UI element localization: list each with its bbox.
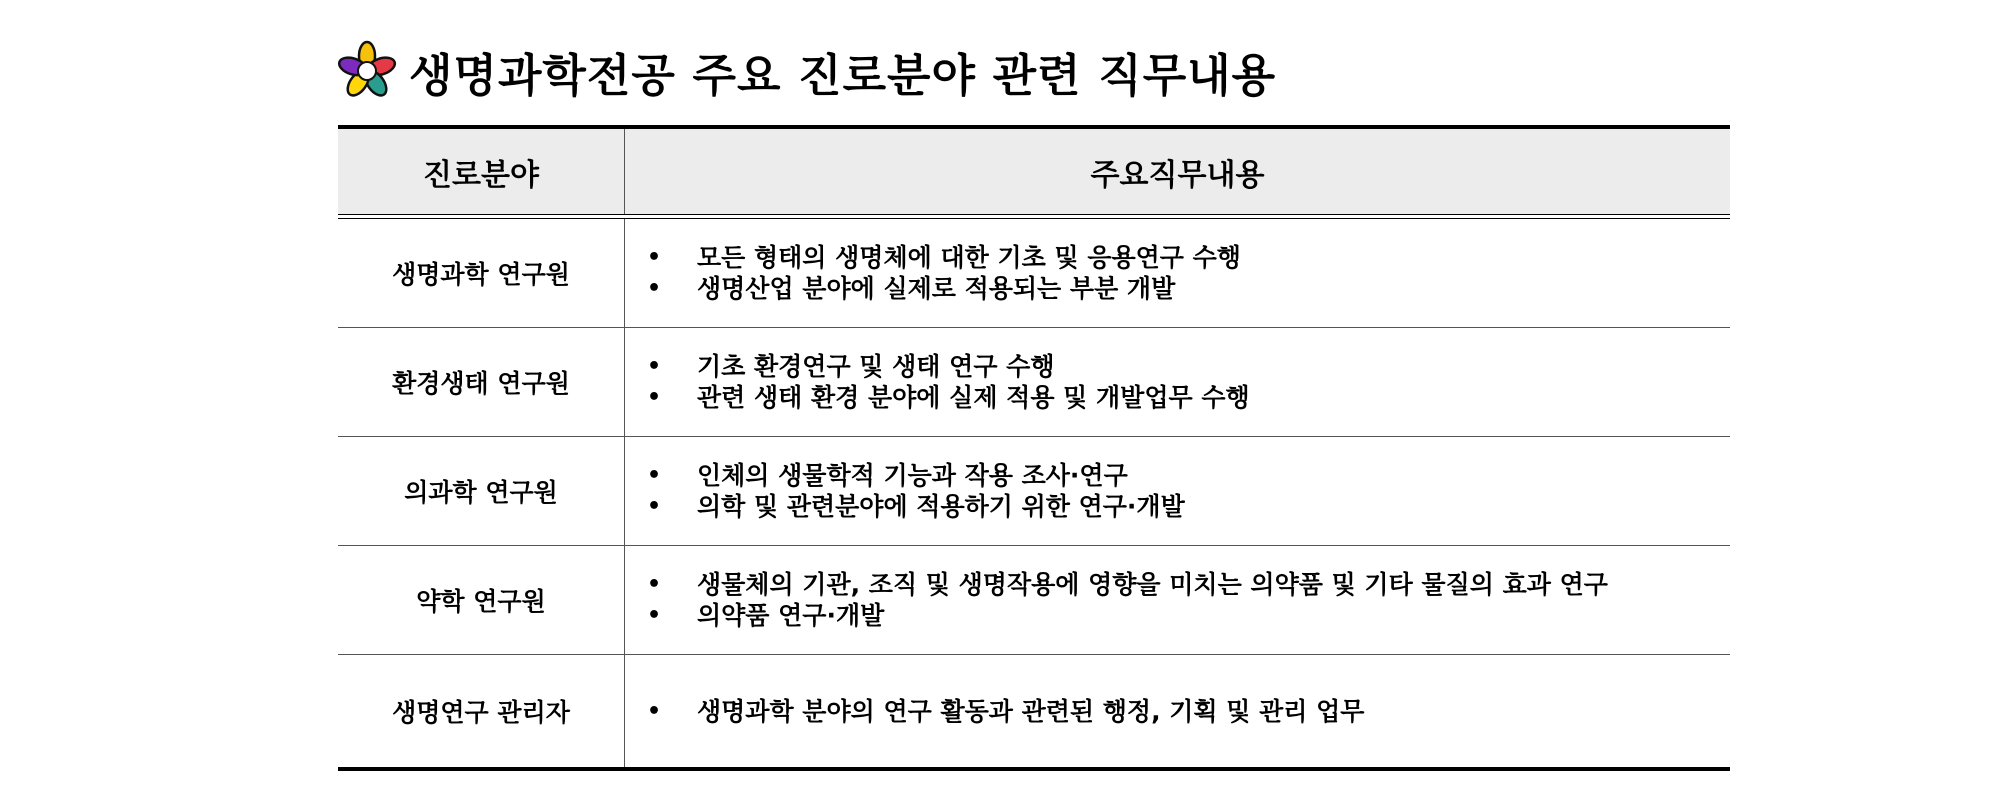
duty-cell	[625, 437, 1730, 545]
duty-cell	[625, 328, 1730, 436]
header-duty-label: 주요직무내용	[1090, 157, 1265, 193]
duty-text: 인체의 생물학적 기능과 작용 조사·연구	[697, 461, 1128, 490]
field-cell	[338, 219, 625, 327]
duty-list	[625, 569, 1608, 631]
career-duty-table	[338, 125, 1730, 771]
duty-item	[647, 382, 1250, 413]
bullet-icon: •	[647, 698, 662, 724]
bullet-icon: •	[647, 494, 662, 519]
bullet-icon: •	[647, 245, 662, 270]
bullet-icon: •	[647, 354, 662, 379]
duty-text: 의학 및 관련분야에 적용하기 위한 연구·개발	[697, 492, 1185, 521]
duty-text: 생물체의 기관, 조직 및 생명작용에 영향을 미치는 의약품 및 기타 물질의 효과 연구	[697, 570, 1608, 599]
duty-item	[647, 242, 1241, 273]
duty-item	[647, 351, 1250, 382]
table-row	[338, 437, 1730, 546]
duty-text: 관련 생태 환경 분야에 실제 적용 및 개발업무 수행	[697, 383, 1250, 412]
field-label: 약학 연구원	[416, 587, 546, 616]
asterisk-icon	[335, 39, 399, 103]
duty-list	[625, 242, 1241, 304]
duty-cell	[625, 655, 1730, 767]
duty-item	[647, 569, 1608, 600]
bullet-icon: •	[647, 603, 662, 628]
duty-item	[647, 600, 1608, 631]
field-cell	[338, 328, 625, 436]
field-cell	[338, 437, 625, 545]
bullet-icon: •	[647, 572, 662, 597]
duty-cell	[625, 546, 1730, 654]
field-cell	[338, 546, 625, 654]
duty-list	[625, 460, 1185, 522]
bullet-icon: •	[647, 276, 662, 301]
table-header	[338, 129, 1730, 214]
header-duty-cell	[625, 129, 1730, 214]
duty-list	[625, 696, 1364, 727]
field-label: 의과학 연구원	[404, 478, 558, 507]
header-field-cell	[338, 129, 625, 214]
page-title: 생명과학전공 주요 진로분야 관련 직무내용	[409, 48, 1277, 102]
field-label: 환경생태 연구원	[392, 369, 570, 398]
duty-list	[625, 351, 1250, 413]
duty-item	[647, 696, 1364, 727]
duty-cell	[625, 219, 1730, 327]
duty-text: 생명산업 분야에 실제로 적용되는 부분 개발	[697, 274, 1176, 303]
table-bottom-rule	[338, 767, 1730, 771]
table-row	[338, 219, 1730, 328]
field-label: 생명과학 연구원	[392, 260, 570, 289]
duty-text: 모든 형태의 생명체에 대한 기초 및 응용연구 수행	[697, 243, 1241, 272]
duty-text: 의약품 연구·개발	[697, 601, 885, 630]
table-row	[338, 655, 1730, 767]
page-title-row	[335, 36, 1276, 106]
duty-item	[647, 491, 1185, 522]
field-label: 생명연구 관리자	[392, 698, 570, 727]
bullet-icon: •	[647, 385, 662, 410]
table-row	[338, 546, 1730, 655]
duty-text: 생명과학 분야의 연구 활동과 관련된 행정, 기획 및 관리 업무	[697, 696, 1365, 726]
bullet-icon: •	[647, 463, 662, 488]
table-row	[338, 328, 1730, 437]
duty-text: 기초 환경연구 및 생태 연구 수행	[697, 352, 1055, 381]
duty-item	[647, 460, 1185, 491]
duty-item	[647, 273, 1241, 304]
field-cell	[338, 655, 625, 767]
header-field-label: 진로분야	[423, 157, 539, 193]
